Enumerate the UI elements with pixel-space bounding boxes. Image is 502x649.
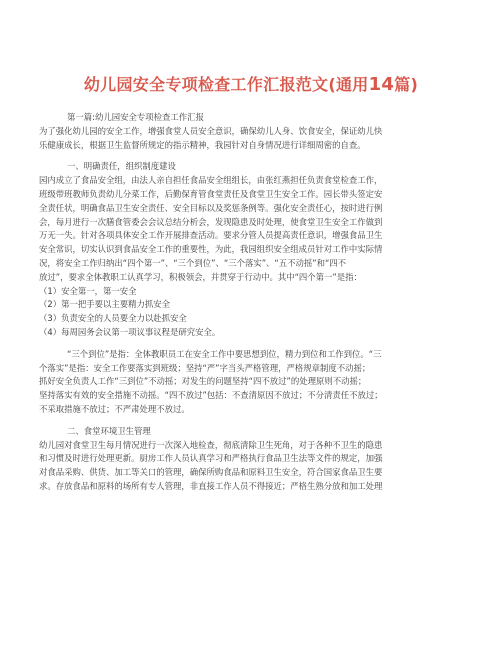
paragraph-line: 园内成立了食品安全组，由法人亲自担任食品安全组组长，由张红燕担任负责食堂检查工作， <box>39 175 383 186</box>
paragraph-line: 和习惯及时进行处理更新。厨房工作人员认真学习和严格执行食品卫生法等文件的规定，加强 <box>39 453 383 464</box>
list-item: （2）第一把手要以主要精力抓安全 <box>39 299 170 310</box>
title-number: 14 <box>368 74 395 95</box>
intro-line: 为了强化幼儿园的安全工作，增强食堂人员安全意识，确保幼儿人身、饮食安全，保证幼儿快 <box>39 125 383 136</box>
paragraph-line: 求。存放食品和原料的场所有专人管理，非直接工作人员不得接近；严格生熟分放和加工处理 <box>39 480 383 491</box>
paragraph-line: 幼儿园对食堂卫生每月情况进行一次深入地检查，彻底清除卫生死角，对于各种不卫生的隐患 <box>39 439 383 450</box>
paragraph-line: 班级带班教师负责幼儿分菜工作，后勤保育管食堂责任及食堂卫生安全工作。园长带头签定安 <box>39 188 383 199</box>
paragraph-line: 不采取措施不放过；不严肃处理不放过。 <box>39 403 190 414</box>
document-body <box>39 111 469 494</box>
paragraph-line: 抓好安全负责人工作“三到位”不动摇；对发生的问题坚持“四不放过”的处理原则不动摇； <box>39 376 367 387</box>
paragraph-line: 会，每月进行一次膳食管委会会议总结分析会，发现隐患及时处理，使食堂卫生安全工作做到 <box>39 216 383 227</box>
intro-line: 乐健康成长，根据卫生监督所规定的指示精神，我园针对自身情况进行详细周密的自查。 <box>39 139 366 150</box>
section-heading: 一、明确责任，组织制度建设 <box>67 161 176 172</box>
paragraph-line: 放过”，要求全体教职工认真学习，积极领会，并贯穿于行动中。其中“四个第一”是指： <box>39 271 362 282</box>
title-main-text: 幼儿园安全专项检查工作汇报范文(通用 <box>83 75 369 94</box>
paragraph-line: 安全常识，切实认识到食品安全工作的重要性，为此，我园组织安全组成员针对工作中实际情 <box>39 244 383 255</box>
paragraph-line: 万无一失。针对各项具体安全工作开展排查活动。要求分管人员提高责任意识，增强食品卫生 <box>39 230 383 241</box>
paragraph-line: 个落实”是指：安全工作要落实到班级；坚持“严”字当头严格管理，严格规章制度不动摇； <box>39 362 371 373</box>
paragraph-line: 坚持落实有效的安全措施不动摇。“四不放过”包括：不查清原因不放过；不分清责任不放过； <box>39 390 383 401</box>
paragraph-line: “三个到位”是指：全体教职员工在安全工作中要思想到位，精力到位和工作到位。“三 <box>67 348 382 359</box>
list-item: （4）每周园务会议第一项议事议程是研究安全。 <box>39 326 221 337</box>
paragraph-line: 况，将安全工作归纳出“四个第一”、“三个到位”、“三个落实”、“五不动摇”和“四不 <box>39 257 347 268</box>
list-item: （1）安全第一，第一安全 <box>39 285 137 296</box>
paragraph-line: 对食品采购、供货、加工等关口的管理，确保所购食品和原料卫生安全，符合国家食品卫生要 <box>39 467 383 478</box>
section-heading: 二、食堂环境卫生管理 <box>67 425 151 436</box>
document-title <box>0 74 502 96</box>
paragraph-line: 全责任状，明确食品卫生安全责任、安全目标以及奖惩条例等。强化安全责任心，按时进行例 <box>39 202 383 213</box>
list-item: （3）负责安全的人员要全力以赴抓安全 <box>39 313 187 324</box>
title-end-text: 篇) <box>394 75 419 94</box>
sub-title: 第一篇:幼儿园安全专项检查工作汇报 <box>67 112 204 122</box>
